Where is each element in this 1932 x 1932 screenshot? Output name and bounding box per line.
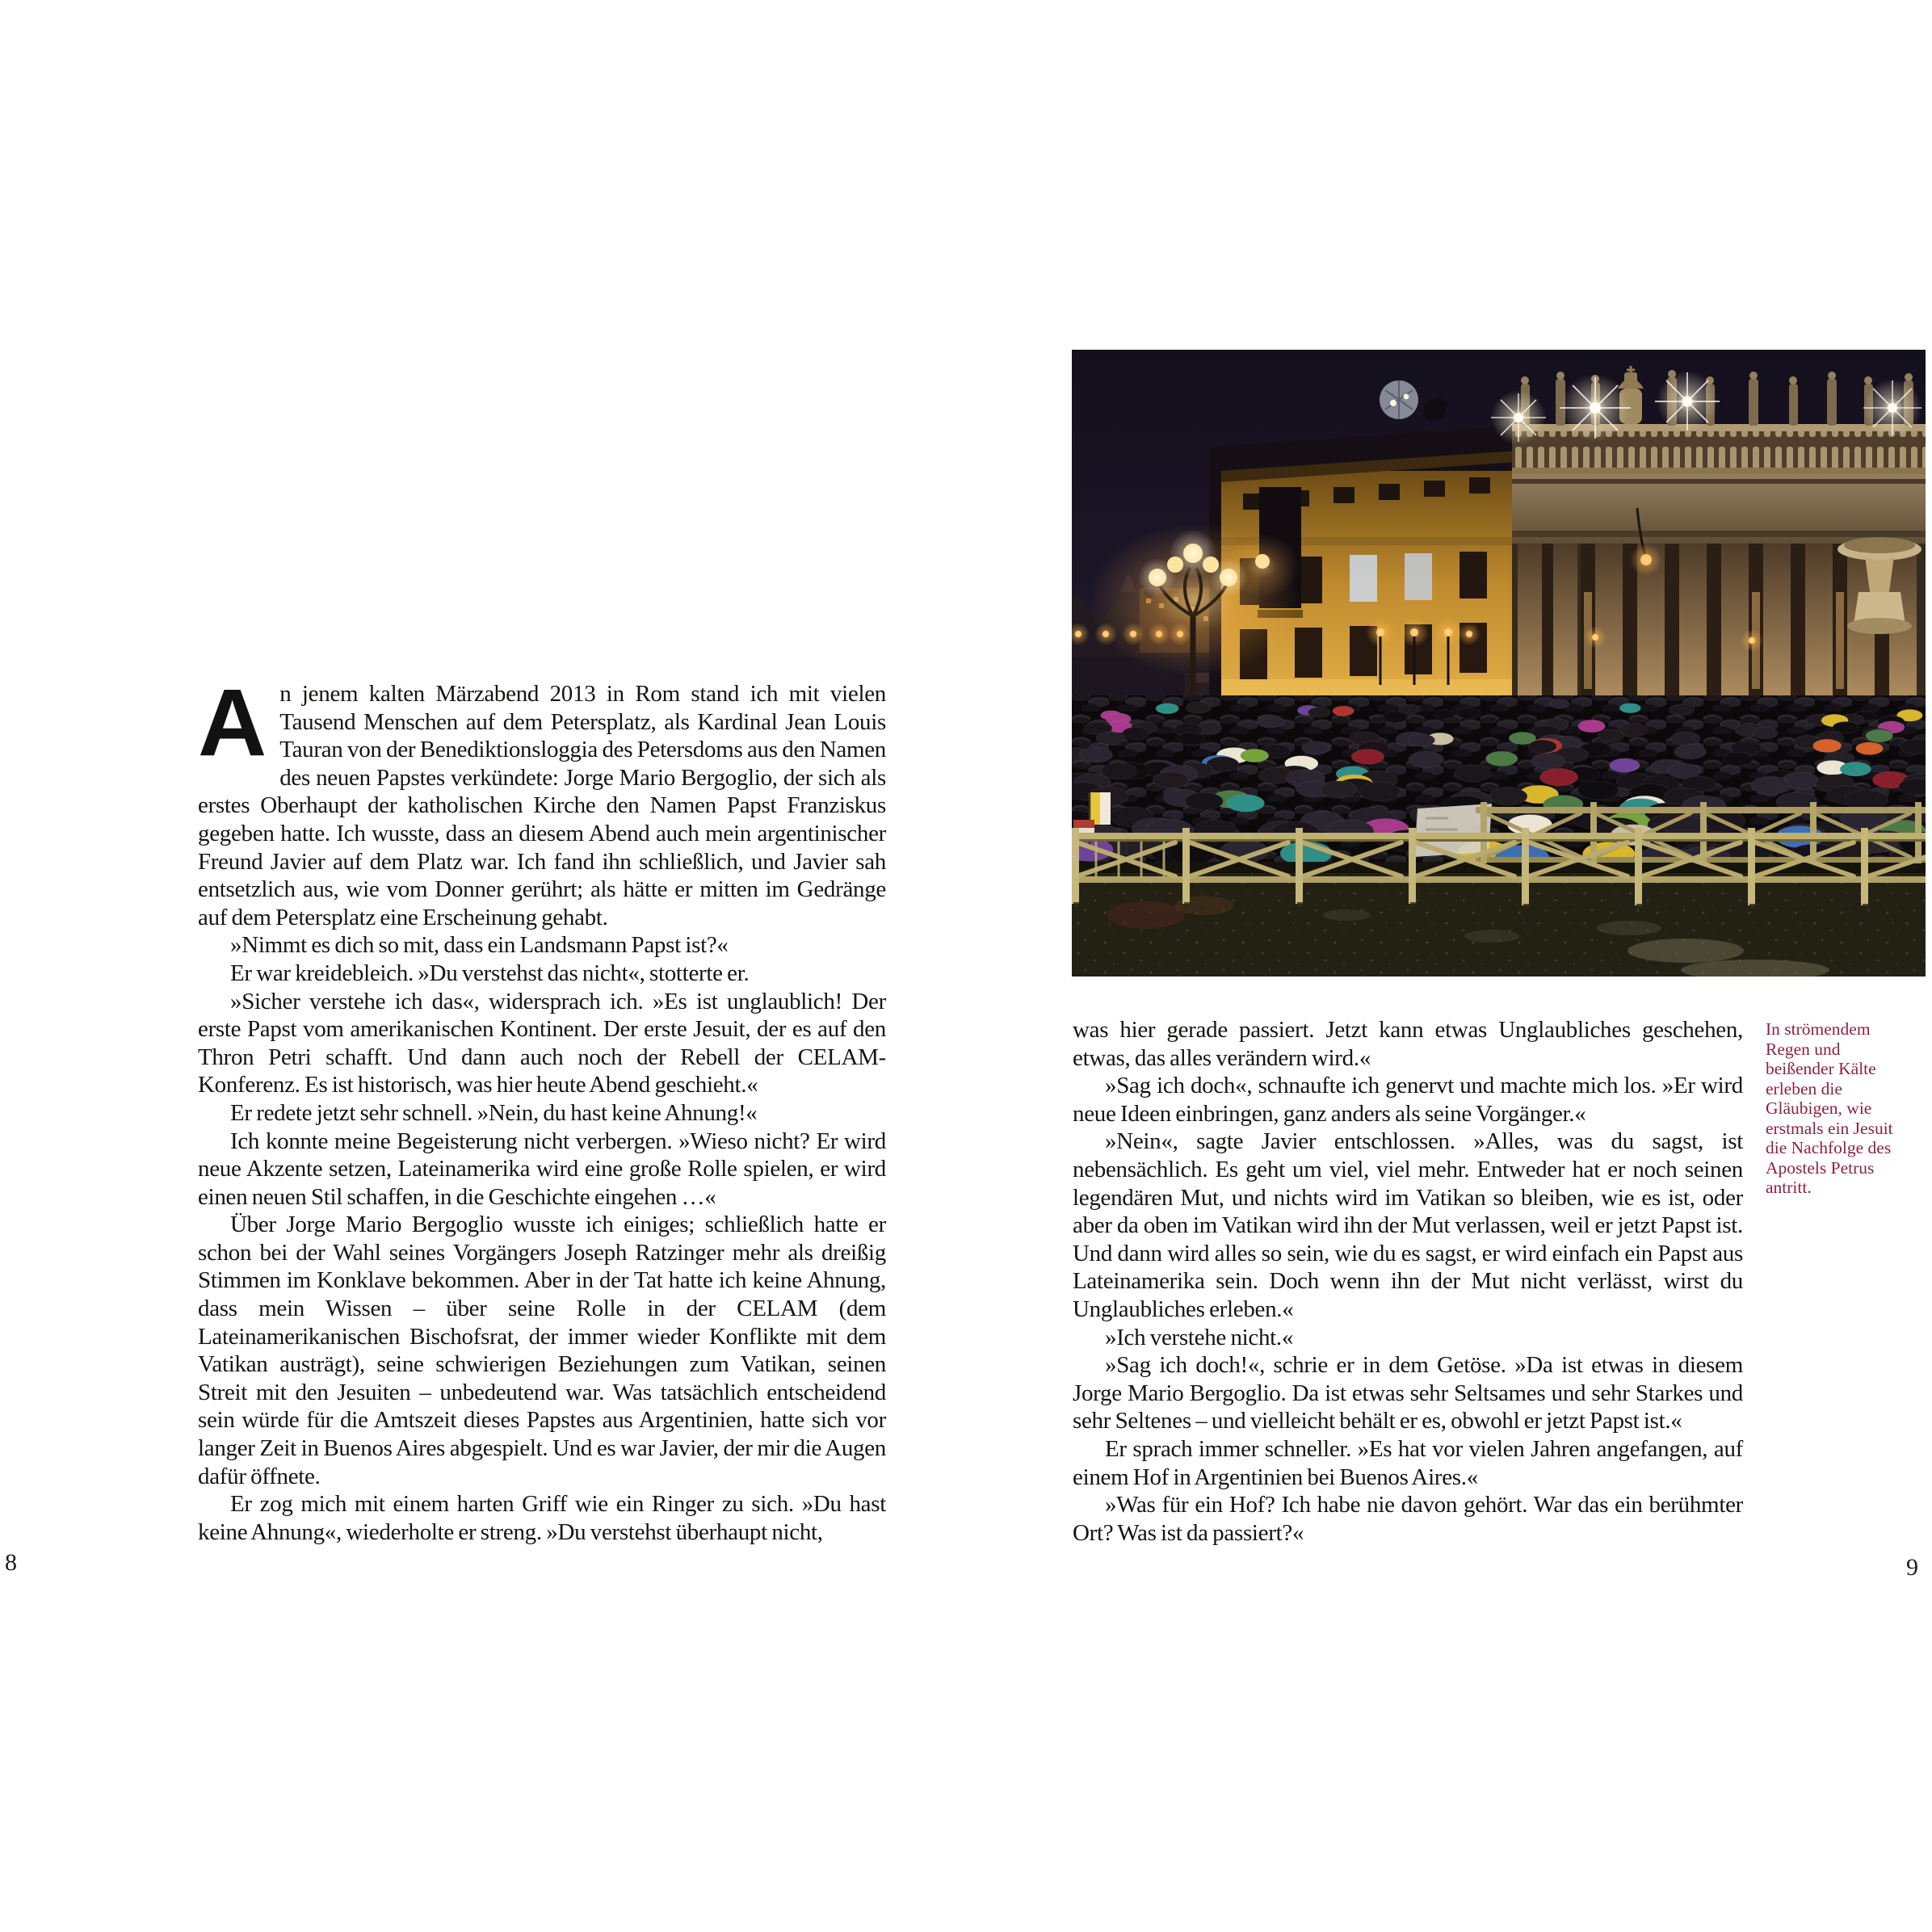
umbrella bbox=[1577, 781, 1619, 800]
umbrella bbox=[1257, 715, 1284, 728]
umbrella bbox=[1359, 782, 1401, 800]
umbrella bbox=[1856, 742, 1884, 754]
umbrella bbox=[1723, 752, 1753, 766]
opening-paragraph-text: n jenem kalten Märzabend 2013 in Rom stand ich mit vielen Tausend Menschen auf dem Petersplatz, als Kardinal Jean Louis Tauran von der Benediktionsloggia des Petersdoms aus den Namen des neuen Papstes verkündete: Jorge Mario Bergoglio, der sich als erstes Oberhaupt der katholischen Kirche den Namen Papst Franziskus gegeben hatte. Ich wusste, dass an diesem Abend auch mein argentinischer Freund Javier auf dem Platz war. Ich fand ihn schließlich, und Javier sah entsetzlich aus, wie vom Donner gerührt; als hätte er mitten im Gedränge auf dem Petersplatz eine Erscheinung gehabt. bbox=[198, 681, 886, 930]
umbrella bbox=[1751, 776, 1790, 794]
paragraph: »Sag ich doch!«, schrie er in dem Getöse. »Da ist etwas in diesem Jorge Mario Bergoglio. Da ist etwas sehr Seltsames und sehr Starkes und sehr Seltenes – und vielleicht behält er es, obwohl er jetzt Papst ist.« bbox=[1073, 1352, 1743, 1434]
paragraph: Ich konnte meine Begeisterung nicht verbergen. »Wieso nicht? Er wird neue Akzente setzen, Lateinamerika wird eine große Rolle spielen, er wird einen neuen Stil schaffen, in die Geschichte eingehen …« bbox=[198, 1128, 886, 1210]
paragraph: »Sicher verstehe ich das«, widersprach ich. »Es ist unglaublich! Der erste Papst vom amerikanischen Kontinent. Der erste Jesuit, der es auf den Thron Petri schafft. Und dann auch noch der Rebell der CELAM-Konferenz. Es ist historisch, was hier heute Abend geschieht.« bbox=[198, 988, 886, 1098]
umbrella bbox=[1531, 754, 1565, 769]
paragraph: Er redete jetzt sehr schnell. »Nein, du hast keine Ahnung!« bbox=[230, 1099, 758, 1126]
left-page-text-column bbox=[198, 670, 886, 1546]
paragraph: »Ich verstehe nicht.« bbox=[1105, 1324, 1294, 1350]
paragraph: »Was für ein Hof? Ich habe nie davon gehört. War das ein berühmter Ort? Was ist da passiert?« bbox=[1073, 1492, 1743, 1546]
umbrella bbox=[1409, 751, 1443, 767]
umbrella bbox=[1383, 712, 1408, 723]
umbrella bbox=[1302, 741, 1330, 754]
left-paragraphs bbox=[198, 931, 886, 1546]
umbrella bbox=[1489, 788, 1527, 805]
right-page-text-column bbox=[1073, 1016, 1743, 1547]
umbrella bbox=[1833, 721, 1858, 733]
umbrella bbox=[1123, 727, 1149, 739]
umbrella bbox=[1408, 734, 1435, 746]
photo-st-peters-square-night bbox=[1072, 350, 1926, 976]
umbrella bbox=[1671, 732, 1700, 746]
umbrella bbox=[1185, 792, 1223, 810]
paragraph: Er zog mich mit einem harten Griff wie ein Ringer zu sich. »Du hast keine Ahnung«, wiederholte er streng. »Du verstehst überhaupt nicht, bbox=[198, 1491, 886, 1545]
umbrella bbox=[1528, 740, 1556, 753]
photo-illustration bbox=[1072, 350, 1926, 976]
umbrella bbox=[1550, 699, 1569, 708]
page-number-left: 8 bbox=[5, 1549, 17, 1576]
umbrella bbox=[1080, 747, 1113, 762]
drop-cap: A bbox=[198, 670, 267, 776]
paragraph: Er sprach immer schneller. »Es hat vor vielen Jahren angefangen, auf einem Hof in Argentinien bei Buenos Aires.« bbox=[1073, 1435, 1743, 1490]
umbrella bbox=[1610, 758, 1640, 772]
umbrella bbox=[1351, 750, 1384, 765]
umbrella bbox=[1840, 762, 1871, 776]
umbrella bbox=[1227, 795, 1265, 812]
umbrella bbox=[1156, 704, 1178, 714]
page-number-right: 9 bbox=[1906, 1554, 1918, 1581]
umbrella bbox=[1434, 710, 1455, 720]
paragraph: Über Jorge Mario Bergoglio wusste ich einiges; schließlich hatte er schon bei der Wahl seines Vorgängers Joseph Ratzinger mehr als dreißig Stimmen im Konklave bekommen. Aber in der Tat hatte ich keine Ahnung, dass mein Wissen – über seine Rolle in der CELAM (dem Lateinamerikanischen Bischofsrat, der immer wieder Konflikte mit dem Vatikan austrägt), seine schwierigen Beziehungen zum Vatikan, seinen Streit mit den Jesuiten – unbedeutend war. Was tatsächlich entscheidend sein würde für die Amtszeit dieses Papstes aus Argentinien, hatte sich vor langer Zeit in Buenos Aires abgespielt. Und es war Javier, der mir die Augen dafür öffnete. bbox=[198, 1212, 886, 1489]
umbrella bbox=[1670, 704, 1695, 716]
umbrella bbox=[1153, 772, 1189, 788]
umbrella bbox=[1674, 745, 1706, 759]
umbrella bbox=[1598, 730, 1623, 742]
umbrella bbox=[1186, 702, 1211, 713]
umbrella bbox=[1178, 733, 1205, 746]
opening-paragraph bbox=[198, 670, 886, 931]
continuation-paragraph: was hier gerade passiert. Jetzt kann etwas Unglaubliches geschehen, etwas, das alles verändern wird.« bbox=[1073, 1017, 1743, 1071]
umbrella bbox=[1241, 749, 1269, 762]
umbrella bbox=[1540, 768, 1578, 786]
paragraph: Er war kreidebleich. »Du verstehst das nicht«, stotterte er. bbox=[230, 960, 750, 986]
umbrella bbox=[1320, 781, 1357, 798]
umbrella bbox=[1455, 765, 1492, 782]
umbrella bbox=[1866, 729, 1892, 741]
umbrella bbox=[1619, 704, 1640, 713]
umbrella bbox=[1753, 728, 1778, 739]
photo-caption-margin-note: In strömendem Regen und beißender Kälte erleben die Gläubigen, wie erstmals ein Jesuit die Nachfolge des Apostels Petrus antritt. bbox=[1766, 1019, 1893, 1197]
umbrella bbox=[1308, 707, 1330, 717]
umbrella bbox=[1578, 720, 1605, 732]
paragraph: »Nein«, sagte Javier entschlossen. »Alles, was du sagst, ist nebensächlich. Es geht um viel, viel mehr. Entweder hat er noch seinen legendären Mut, und nichts wird im Vatikan so bleiben, wie es ist, oder aber da oben im Vatikan wird ihn der Mut verlassen, weil er jetzt Papst ist. Und dann wird alles so sein, wie du es sagst, er wird einfach ein Papst aus Lateinamerika sein. Doch wenn ihn der Mut nicht verlässt, wirst du Unglaubliches erleben.« bbox=[1073, 1128, 1743, 1322]
umbrella bbox=[1457, 708, 1480, 718]
right-paragraphs bbox=[1073, 1072, 1743, 1547]
umbrella bbox=[1813, 739, 1842, 752]
umbrella bbox=[1900, 739, 1926, 754]
umbrella bbox=[1096, 732, 1124, 745]
umbrella bbox=[1486, 751, 1518, 766]
paragraph: »Nimmt es dich so mit, dass ein Landsmann Papst ist?« bbox=[230, 932, 729, 959]
umbrella bbox=[1333, 706, 1354, 716]
paragraph: »Sag ich doch«, schnaufte ich genervt und machte mich los. »Er wird neue Ideen einbringen, ganz anders als seine Vorgänger.« bbox=[1073, 1073, 1743, 1127]
